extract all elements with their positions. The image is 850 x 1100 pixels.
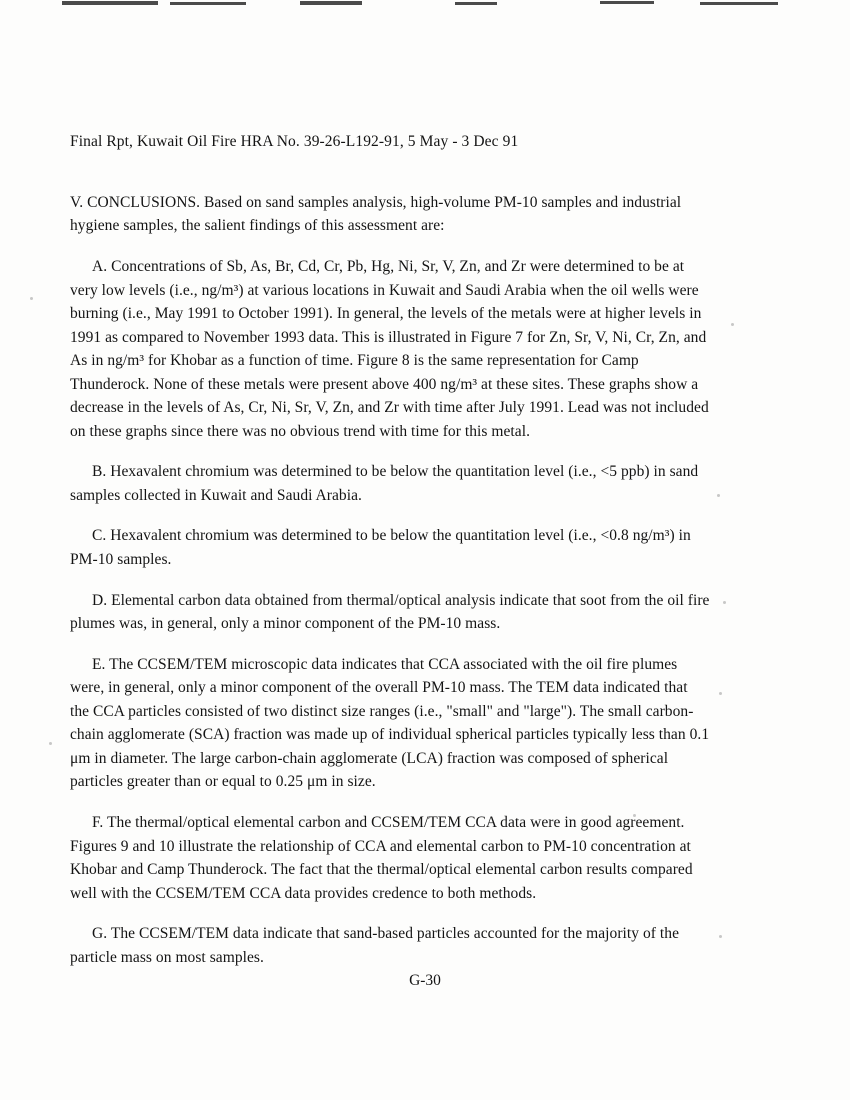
scan-speck xyxy=(719,935,722,938)
scan-mark xyxy=(300,1,362,5)
scan-speck xyxy=(723,601,726,604)
scan-speck xyxy=(717,494,720,497)
scan-mark xyxy=(170,2,246,5)
scan-speck xyxy=(731,323,734,326)
document-body xyxy=(70,132,710,986)
scan-mark xyxy=(62,1,158,5)
paragraph-e: E. The CCSEM/TEM microscopic data indicates that CCA associated with the oil fire plumes were, in general, only a minor component of the overall PM-10 mass. The TEM data indicated that the CCA particles consisted of two distinct size ranges (i.e., "small" and "large"). The small carbon-chain agglomerate (SCA) fraction was made up of individual spherical particles typically less than 0.1 μm in diameter. The large carbon-chain agglomerate (LCA) fraction was composed of spherical particles greater than or equal to 0.25 μm in size. xyxy=(70,655,710,791)
scan-artifact-band xyxy=(0,0,850,14)
scan-mark xyxy=(700,2,778,5)
document-header: Final Rpt, Kuwait Oil Fire HRA No. 39-26-L192-91, 5 May - 3 Dec 91 xyxy=(70,133,519,150)
paragraph-b: B. Hexavalent chromium was determined to be below the quantitation level (i.e., <5 ppb) in sand samples collected in Kuwait and Saudi Arabia. xyxy=(70,463,699,504)
paragraph-d: D. Elemental carbon data obtained from thermal/optical analysis indicate that soot from the oil fire plumes was, in general, only a minor component of the PM-10 mass. xyxy=(70,591,710,633)
scan-speck xyxy=(30,297,33,300)
page-number: G-30 xyxy=(409,972,441,989)
paragraph-c: C. Hexavalent chromium was determined to be below the quantitation level (i.e., <0.8 ng/m³) in PM-10 samples. xyxy=(70,527,691,569)
paragraph-f: F. The thermal/optical elemental carbon and CCSEM/TEM CCA data were in good agreement. Figures 9 and 10 illustrate the relationship of CCA and elemental carbon to PM-10 concentration at Khobar and Camp Thunderock. The fact that the thermal/optical elemental carbon results compared well with the CCSEM/TEM CCA data provides credence to both methods. xyxy=(70,813,693,902)
scan-speck xyxy=(719,692,722,695)
section-conclusions-intro: V. CONCLUSIONS. Based on sand samples analysis, high-volume PM-10 samples and industrial hygiene samples, the salient findings of this assessment are: xyxy=(70,193,682,235)
scan-mark xyxy=(455,2,497,5)
scan-mark xyxy=(600,1,654,4)
scan-speck xyxy=(49,742,52,745)
paragraph-a: A. Concentrations of Sb, As, Br, Cd, Cr, Pb, Hg, Ni, Sr, V, Zn, and Zr were determined to be at very low levels (i.e., ng/m³) at various locations in Kuwait and Saudi Arabia when the oil wells were burning (i.e., May 1991 to October 1991). In general, the levels of the metals were at higher levels in 1991 as compared to November 1993 data. This is illustrated in Figure 7 for Zn, Sr, V, Ni, Cr, Zn, and As in ng/m³ for Khobar as a function of time. Figure 8 is the same representation for Camp Thunderock. None of these metals were present above 400 ng/m³ at these sites. These graphs show a decrease in the levels of As, Cr, Ni, Sr, V, Zn, and Zr with time after July 1991. Lead was not included on these graphs since there was no obvious trend with time for this metal. xyxy=(70,258,709,440)
paragraph-g: G. The CCSEM/TEM data indicate that sand-based particles accounted for the majority of the particle mass on most samples. xyxy=(70,925,680,966)
